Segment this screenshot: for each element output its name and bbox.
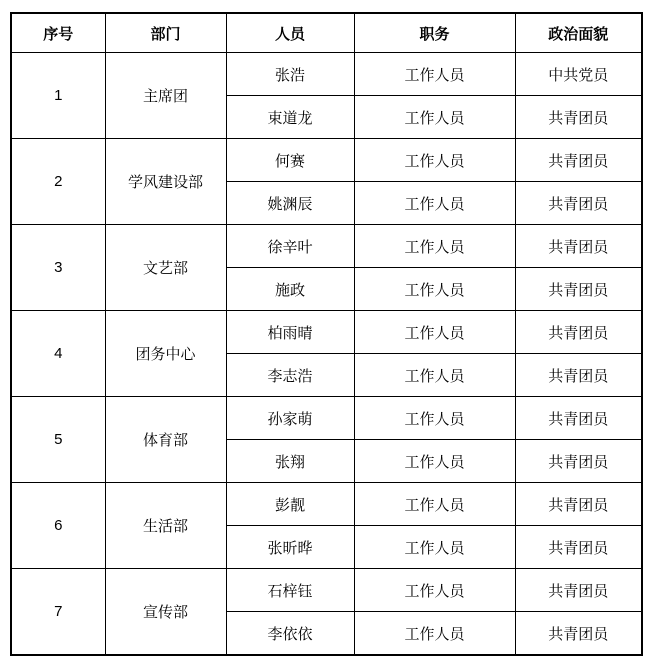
cell-position: 工作人员 — [354, 96, 515, 139]
cell-political-status: 共青团员 — [515, 354, 642, 397]
header-row — [11, 13, 642, 53]
cell-department: 主席团 — [105, 53, 226, 139]
cell-position: 工作人员 — [354, 182, 515, 225]
cell-person-name: 束道龙 — [226, 96, 354, 139]
cell-person-name: 施政 — [226, 268, 354, 311]
header-cell-position: 职务 — [354, 13, 515, 53]
cell-person-name: 张昕晔 — [226, 526, 354, 569]
table-row — [11, 311, 642, 354]
cell-department: 学风建设部 — [105, 139, 226, 225]
table-row — [11, 569, 642, 612]
cell-position: 工作人员 — [354, 225, 515, 268]
cell-serial-number: 6 — [11, 483, 105, 569]
cell-serial-number: 2 — [11, 139, 105, 225]
cell-political-status: 共青团员 — [515, 139, 642, 182]
cell-political-status: 共青团员 — [515, 483, 642, 526]
cell-serial-number: 3 — [11, 225, 105, 311]
cell-position: 工作人员 — [354, 526, 515, 569]
cell-political-status: 共青团员 — [515, 397, 642, 440]
cell-political-status: 共青团员 — [515, 311, 642, 354]
cell-person-name: 孙家萌 — [226, 397, 354, 440]
cell-political-status: 共青团员 — [515, 268, 642, 311]
cell-position: 工作人员 — [354, 53, 515, 96]
cell-political-status: 共青团员 — [515, 612, 642, 656]
table-row — [11, 225, 642, 268]
cell-person-name: 石梓钰 — [226, 569, 354, 612]
roster-table — [10, 12, 643, 656]
cell-person-name: 李依依 — [226, 612, 354, 656]
cell-political-status: 共青团员 — [515, 182, 642, 225]
cell-position: 工作人员 — [354, 268, 515, 311]
cell-position: 工作人员 — [354, 569, 515, 612]
cell-position: 工作人员 — [354, 311, 515, 354]
header-cell-personnel: 人员 — [226, 13, 354, 53]
cell-serial-number: 1 — [11, 53, 105, 139]
cell-political-status: 中共党员 — [515, 53, 642, 96]
header-cell-political-status: 政治面貌 — [515, 13, 642, 53]
cell-person-name: 彭靓 — [226, 483, 354, 526]
table-row — [11, 139, 642, 182]
cell-person-name: 柏雨晴 — [226, 311, 354, 354]
table-row — [11, 397, 642, 440]
cell-person-name: 姚渊辰 — [226, 182, 354, 225]
cell-position: 工作人员 — [354, 483, 515, 526]
cell-person-name: 何赛 — [226, 139, 354, 182]
header-cell-department: 部门 — [105, 13, 226, 53]
cell-department: 团务中心 — [105, 311, 226, 397]
cell-department: 文艺部 — [105, 225, 226, 311]
cell-department: 体育部 — [105, 397, 226, 483]
table-row — [11, 483, 642, 526]
cell-position: 工作人员 — [354, 612, 515, 656]
cell-serial-number: 7 — [11, 569, 105, 656]
table-header — [11, 13, 642, 53]
cell-position: 工作人员 — [354, 440, 515, 483]
cell-person-name: 徐辛叶 — [226, 225, 354, 268]
cell-position: 工作人员 — [354, 139, 515, 182]
cell-political-status: 共青团员 — [515, 440, 642, 483]
table-row — [11, 53, 642, 96]
header-cell-serial-number: 序号 — [11, 13, 105, 53]
cell-position: 工作人员 — [354, 397, 515, 440]
cell-political-status: 共青团员 — [515, 225, 642, 268]
cell-person-name: 张浩 — [226, 53, 354, 96]
cell-position: 工作人员 — [354, 354, 515, 397]
cell-serial-number: 5 — [11, 397, 105, 483]
cell-political-status: 共青团员 — [515, 96, 642, 139]
cell-department: 生活部 — [105, 483, 226, 569]
cell-political-status: 共青团员 — [515, 526, 642, 569]
cell-political-status: 共青团员 — [515, 569, 642, 612]
cell-serial-number: 4 — [11, 311, 105, 397]
cell-department: 宣传部 — [105, 569, 226, 656]
table-body — [11, 53, 642, 656]
cell-person-name: 张翔 — [226, 440, 354, 483]
cell-person-name: 李志浩 — [226, 354, 354, 397]
